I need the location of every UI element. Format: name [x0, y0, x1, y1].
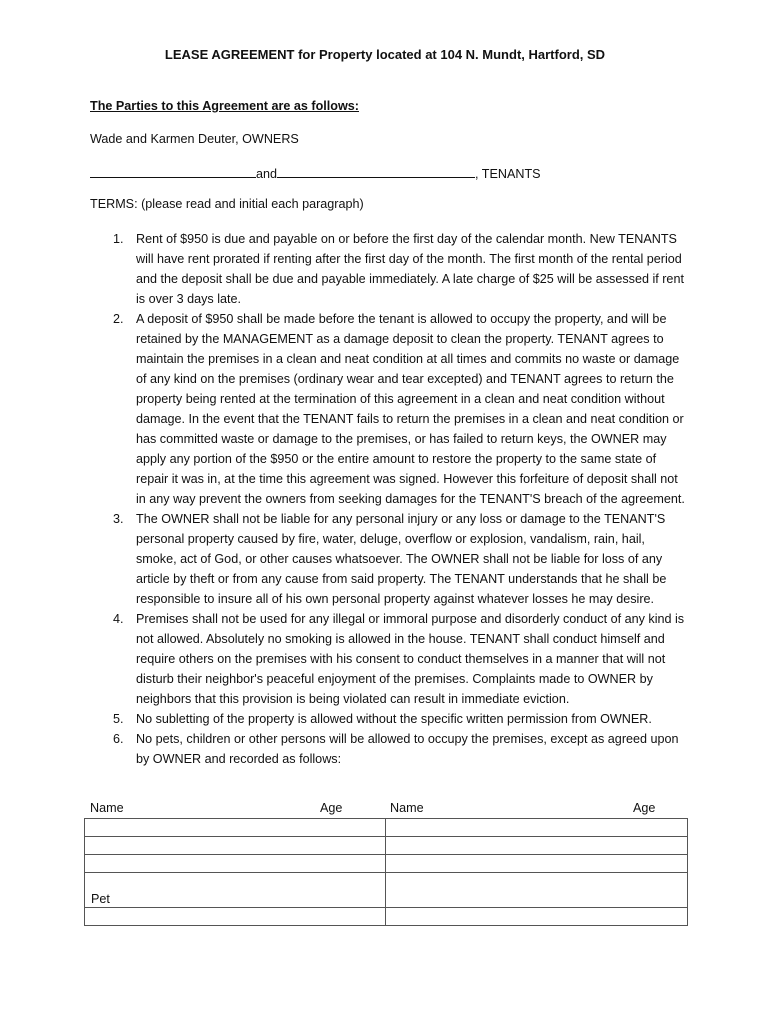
term-item — [90, 729, 686, 769]
term-item — [90, 309, 686, 509]
term-number: 2. — [113, 312, 124, 326]
table-row — [85, 908, 688, 926]
occupant-cell[interactable] — [85, 908, 386, 926]
term-text: Premises shall not be used for any illegal or immoral purpose and disorderly conduct of any kind is not allowed. Absolutely no smoking is allowed in the house. TENANT shall conduct himself and require others on the premises with his consent to conduct themselves in a manner that will not disturb their neighbor's peaceful enjoyment of the premises. Complaints made to OWNER by neighbors that this provision is being violated can result in immediate eviction. — [136, 612, 685, 706]
tenant-1-blank[interactable] — [90, 164, 256, 178]
age-header-left: Age — [320, 801, 343, 815]
table-row — [85, 855, 688, 873]
terms-list — [90, 229, 686, 769]
occupant-cell[interactable] — [386, 837, 688, 855]
occupant-cell[interactable] — [386, 873, 688, 908]
term-item — [90, 709, 686, 729]
pet-label: Pet — [91, 892, 110, 906]
occupant-cell[interactable] — [85, 837, 386, 855]
occupant-cell[interactable] — [386, 855, 688, 873]
term-text: Rent of $950 is due and payable on or before the first day of the calendar month. New TENANTS will have rent prorated if renting after the first day of the month. The first month of the rental period and the deposit shall be due and payable immediately. A late charge of $25 will be assessed if rent is over 3 days late. — [136, 232, 684, 306]
tenants-label: , TENANTS — [475, 167, 541, 181]
term-text: The OWNER shall not be liable for any personal injury or any loss or damage to the TENANT'S personal property caused by fire, water, deluge, overflow or explosion, vandalism, rain, hail, smoke, act of God, or other causes whatsoever. The OWNER shall not be liable for loss of any article by theft or from any cause from said property. The TENANT understands that he shall be responsible to insure all of his own personal property against whatever losses he may desire. — [136, 512, 667, 606]
occupant-cell[interactable] — [386, 908, 688, 926]
term-number: 4. — [113, 612, 124, 626]
occupant-cell[interactable] — [85, 855, 386, 873]
table-row — [85, 873, 688, 908]
term-item — [90, 509, 686, 609]
parties-heading: The Parties to this Agreement are as follows: — [90, 99, 359, 113]
name-header-right: Name — [390, 801, 424, 815]
term-text: A deposit of $950 shall be made before the tenant is allowed to occupy the property, and will be retained by the MANAGEMENT as a damage deposit to clean the property. TENANT agrees to maintain the premises in a clean and neat condition at all times and commits no waste or damage of any kind on the premises (ordinary wear and tear excepted) and TENANT agrees to return the property being rented at the termination of this agreement in a clean and neat condition without damage. In the event that the TENANT fails to return the premises in a clean and neat condition or has committed waste or damage to the premises, or has failed to return keys, the OWNER may apply any portion of the $950 or the entire amount to restore the property to the same state of repair it was in, at the time this agreement was signed. However this forfeiture of deposit shall not in any way prevent the owners from seeking damages for the TENANT'S breach of the agreement. — [136, 312, 685, 506]
terms-intro: TERMS: (please read and initial each paragraph) — [90, 197, 364, 211]
document-title: LEASE AGREEMENT for Property located at 104 N. Mundt, Hartford, SD — [164, 47, 606, 62]
occupant-cell[interactable] — [85, 819, 386, 837]
term-text: No pets, children or other persons will be allowed to occupy the premises, except as agreed upon by OWNER and recorded as follows: — [136, 732, 679, 766]
term-item — [90, 609, 686, 709]
name-header-left: Name — [90, 801, 124, 815]
table-row — [85, 819, 688, 837]
occupant-cell[interactable] — [386, 819, 688, 837]
tenants-line — [90, 164, 541, 181]
term-item — [90, 229, 686, 309]
term-number: 3. — [113, 512, 124, 526]
occupants-table-header — [90, 801, 686, 819]
term-number: 6. — [113, 732, 124, 746]
age-header-right: Age — [633, 801, 656, 815]
term-number: 1. — [113, 232, 124, 246]
pet-cell[interactable] — [85, 873, 386, 908]
term-number: 5. — [113, 712, 124, 726]
term-text: No subletting of the property is allowed without the specific written permission from OWNER. — [136, 712, 652, 726]
occupants-table — [84, 818, 688, 926]
owners-line: Wade and Karmen Deuter, OWNERS — [90, 132, 299, 146]
tenant-2-blank[interactable] — [277, 164, 475, 178]
tenants-and-text: and — [256, 167, 278, 181]
table-row — [85, 837, 688, 855]
